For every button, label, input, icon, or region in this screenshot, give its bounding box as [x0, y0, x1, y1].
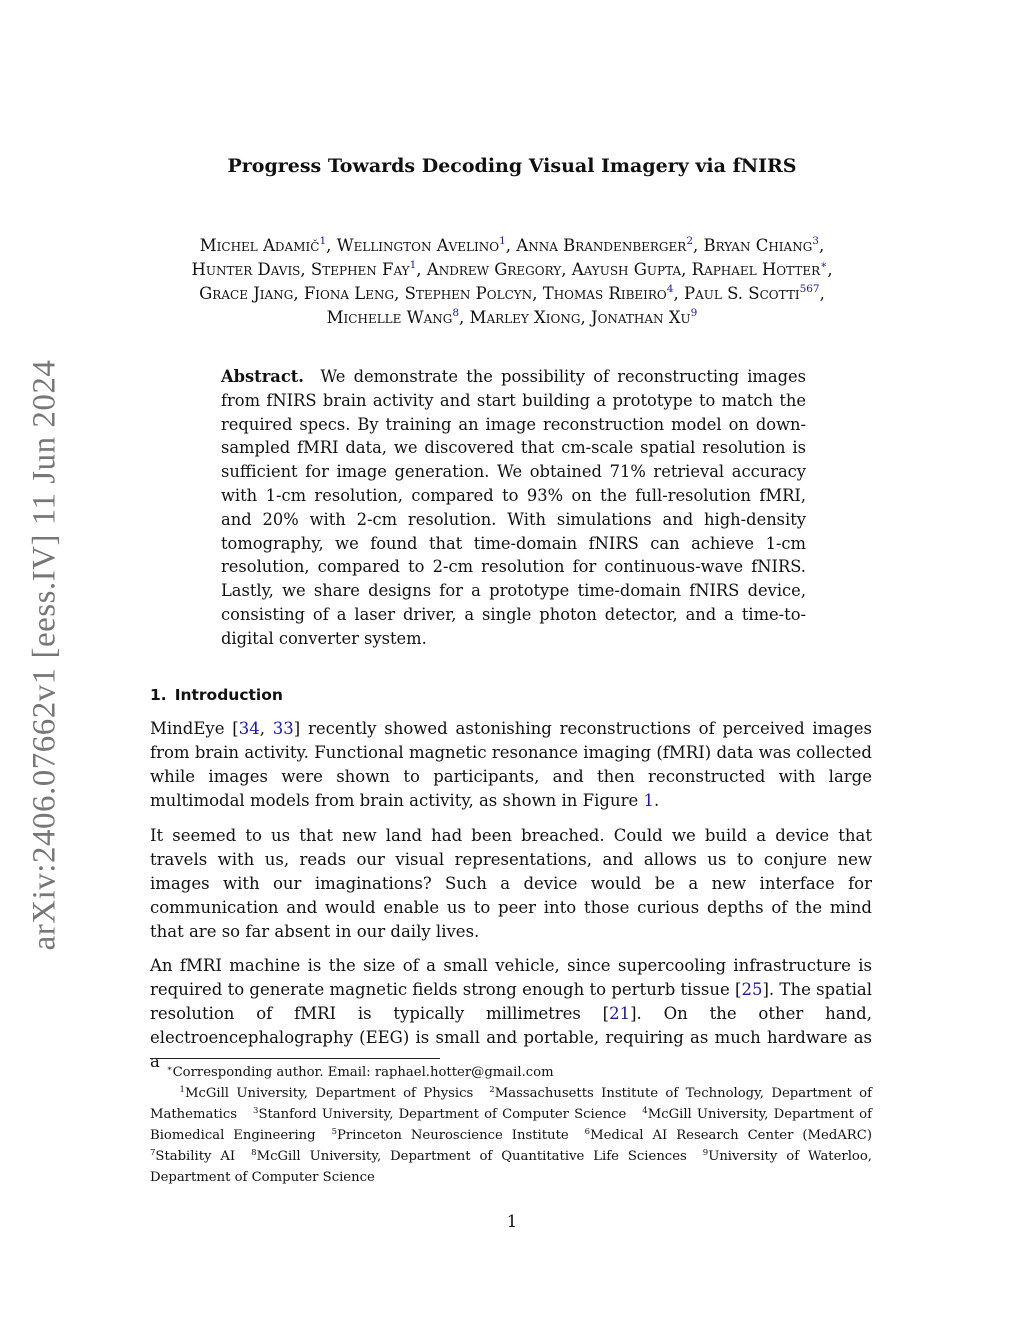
corresponding-author-mark[interactable]: ∗: [820, 259, 828, 271]
section-heading: [150, 686, 283, 704]
footnote-mark: 3: [253, 1106, 259, 1116]
author-separator: ,: [416, 260, 427, 279]
citation-link[interactable]: 21: [609, 1004, 631, 1023]
affiliation-link[interactable]: 1: [319, 235, 327, 247]
affiliation-note: University of Waterloo, Department of Computer Science: [150, 1149, 873, 1185]
affiliation-note: McGill University, Department of Biomedical Engineering: [150, 1107, 873, 1143]
footnote-mark: 6: [584, 1127, 591, 1137]
paragraph: [150, 717, 872, 813]
text-run: MindEye [: [150, 719, 239, 738]
author-name: Raphael Hotter: [691, 260, 821, 279]
affiliation-link[interactable]: 4: [666, 283, 674, 295]
author-separator: ,: [300, 260, 311, 279]
citation-link[interactable]: 34: [238, 719, 260, 738]
affiliation-link[interactable]: 1: [409, 259, 417, 271]
affiliation-link[interactable]: 567: [799, 283, 820, 295]
author-separator: ,: [673, 284, 684, 303]
author-name: Aayush Gupta: [571, 260, 682, 279]
footnote-mark: 7: [150, 1148, 156, 1158]
author-separator: ,: [293, 284, 304, 303]
text-run: .: [653, 791, 660, 810]
affiliation-note: Stability AI: [155, 1149, 236, 1164]
footnote-divider: [150, 1058, 440, 1059]
affiliation-link[interactable]: 9: [690, 307, 698, 319]
author-separator: ,: [681, 260, 692, 279]
affiliation-note: McGill University, Department of Physics: [184, 1086, 474, 1101]
affiliation-link[interactable]: 2: [686, 235, 693, 247]
paragraph: [150, 954, 872, 1074]
footnote-mark: 4: [642, 1106, 648, 1116]
affiliation-link[interactable]: 8: [452, 307, 460, 319]
affiliation-note: Princeton Neuroscience Institute: [337, 1128, 569, 1143]
author-name: Fiona Leng: [303, 284, 395, 303]
author-name: Hunter Davis: [191, 260, 301, 279]
abstract: [221, 365, 806, 651]
author-separator: ,: [561, 260, 572, 279]
section-number: 1.: [150, 686, 167, 704]
affiliation-note: Stanford University, Department of Computer Science: [258, 1107, 627, 1122]
affiliation-note: Medical AI Research Center (MedARC): [590, 1128, 872, 1143]
author-name: Marley Xiong: [469, 308, 581, 327]
abstract-text: We demonstrate the possibility of reconstructing images from fNIRS brain activity and start building a prototype to match the required specs. By training an image reconstruction model on down-sampled fMRI data, we discovered that cm-scale spatial resolution is sufficient for image generation. We obtained 71% retrieval accuracy with 1-cm resolution, compared to 93% on the full-resolution fMRI, and 20% with 2-cm resolution. With simulations and high-density tomography, we found that time-domain fNIRS can achieve 1-cm resolution, compared to 2-cm resolution for continuous-wave fNIRS. Lastly, we share designs for a prototype time-domain fNIRS device, consisting of a laser driver, a single photon detector, and a time-to-digital converter system.: [221, 367, 806, 648]
author-name: Stephen Polcyn: [404, 284, 533, 303]
author-name: Wellington Avelino: [336, 236, 500, 255]
affiliation-note: Massachusetts Institute of Technology, Department of Mathematics: [150, 1086, 872, 1122]
author-separator: ,: [394, 284, 405, 303]
author-name: Bryan Chiang: [703, 236, 813, 255]
footnote-mark: 1: [179, 1085, 185, 1095]
footnotes: [150, 1062, 872, 1188]
author-separator: ,: [505, 236, 517, 255]
author-list: [140, 234, 884, 330]
author-separator: ,: [818, 236, 825, 255]
author-separator: ,: [819, 284, 825, 303]
author-name: Jonathan Xu: [590, 308, 691, 327]
author-separator: ,: [326, 236, 337, 255]
footnote-mark: 8: [251, 1148, 257, 1158]
section-title: Introduction: [174, 686, 283, 704]
affiliation-link[interactable]: 3: [812, 235, 819, 247]
citation-link[interactable]: 33: [272, 719, 294, 738]
arxiv-sidebar: [26, 355, 63, 955]
abstract-label: Abstract.: [221, 367, 304, 386]
corresponding-author-note: Corresponding author. Email: raphael.hotter@gmail.com: [172, 1065, 554, 1080]
author-name: Paul S. Scotti: [683, 284, 800, 303]
text-run: ]. On the other hand, electroencephalography (EEG) is small and portable, requiring as much hardware as a: [150, 1004, 872, 1071]
author-separator: ,: [580, 308, 591, 327]
author-name: Anna Brandenberger: [516, 236, 687, 255]
footnote-mark: 5: [331, 1127, 338, 1137]
author-name: Michelle Wang: [326, 308, 453, 327]
paragraph: It seemed to us that new land had been breached. Could we build a device that travels with us, reads our visual representations, and allows us to conjure new images with our imaginations? Such a device would be a new interface for communication and would enable us to peer into those curious depths of the mind that are so far absent in our daily lives.: [150, 826, 872, 941]
author-name: Thomas Ribeiro: [542, 284, 667, 303]
arxiv-identifier: arXiv:2406.07662v1 [eess.IV] 11 Jun 2024: [26, 359, 63, 951]
footnote-mark: 9: [702, 1148, 709, 1158]
footnote-mark: 2: [489, 1085, 495, 1095]
footnote-mark: ∗: [166, 1064, 173, 1074]
author-name: Michel Adamič: [199, 236, 320, 255]
citation-link[interactable]: 25: [741, 980, 763, 999]
text-run: ] recently showed astonishing reconstructions of perceived images from brain activity. Functional magnetic resonance imaging (fMRI) data was collected while images were shown to participants, and then reconstructed with large multimodal models from brain activity, as shown in Figure: [150, 719, 872, 810]
author-name: Andrew Gregory: [426, 260, 562, 279]
author-separator: ,: [693, 236, 704, 255]
figure-link[interactable]: 1: [643, 791, 654, 810]
text-run: ,: [259, 719, 273, 738]
author-name: Grace Jiang: [199, 284, 294, 303]
text-run: An fMRI machine is the size of a small vehicle, since supercooling infrastructure is required to generate magnetic fields strong enough to perturb tissue [: [150, 956, 872, 999]
affiliation-link[interactable]: 1: [499, 235, 506, 247]
author-name: Stephen Fay: [310, 260, 410, 279]
affiliation-note: McGill University, Department of Quantitative Life Sciences: [256, 1149, 687, 1164]
author-separator: ,: [827, 260, 833, 279]
page-number: 1: [506, 1212, 518, 1231]
paper-title: Progress Towards Decoding Visual Imagery via fNIRS: [227, 155, 797, 177]
author-separator: ,: [459, 308, 470, 327]
author-separator: ,: [532, 284, 543, 303]
text-run: ]. The spatial resolution of fMRI is typically millimetres [: [150, 980, 872, 1023]
